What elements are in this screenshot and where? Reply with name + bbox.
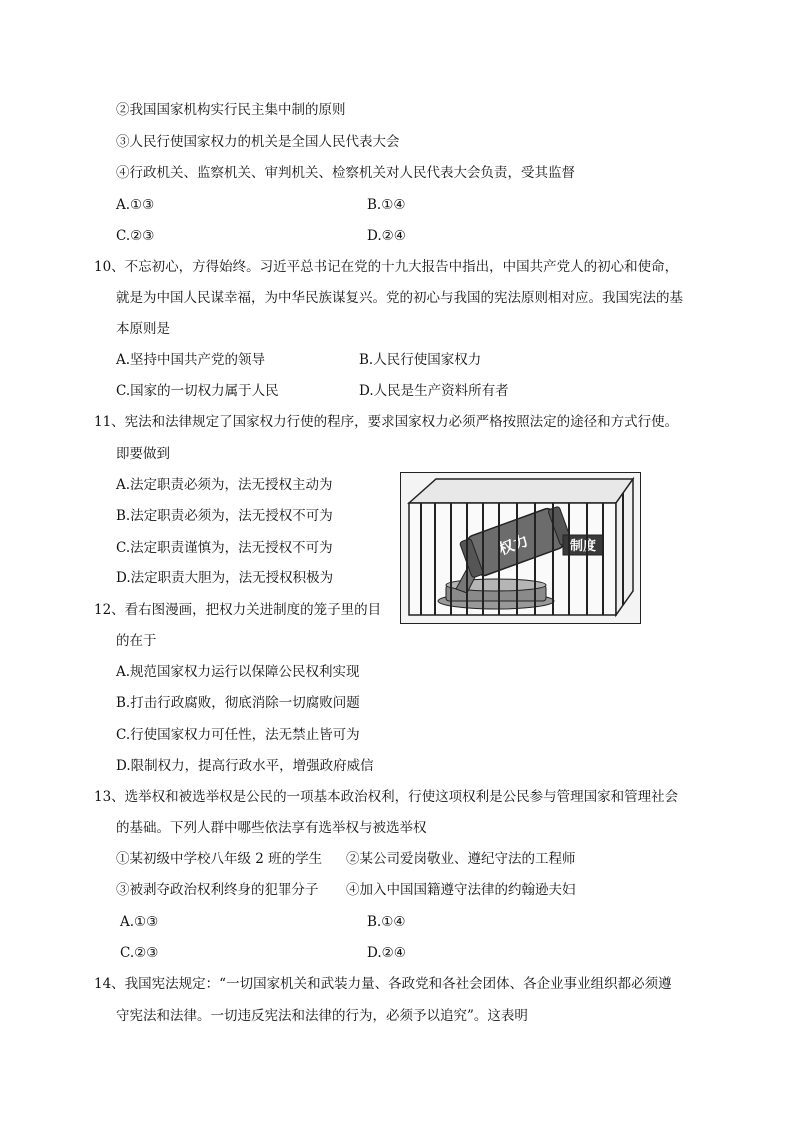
q10-stem-line-1: 10、不忘初心，方得始终。习近平总书记在党的十九大报告中指出，中国共产党人的初心和使命，	[94, 259, 679, 275]
q12-option-a: A.规范国家权力运行以保障公民权利实现	[116, 664, 360, 680]
q12-stem-line-2: 的在于	[116, 633, 157, 649]
q13-statement-2: ②某公司爱岗敬业、遵纪守法的工程师	[346, 851, 576, 867]
q9-statement-4: ④行政机关、监察机关、审判机关、检察机关对人民代表大会负责，受其监督	[116, 165, 575, 181]
q11-stem-line-2: 即要做到	[116, 446, 170, 462]
q9-option-b: B.①④	[367, 197, 406, 213]
q11-stem-line-1: 11、宪法和法律规定了国家权力行使的程序，要求国家权力必须严格按照法定的途径和方式行使。	[94, 414, 679, 430]
q13-statement-1: ①某初级中学校八年级 2 班的学生	[116, 851, 323, 867]
q11-option-c: C.法定职责谨慎为，法无授权不可为	[116, 540, 333, 556]
gavel-label: 权力	[496, 531, 531, 559]
q9-option-c: C.②③	[116, 228, 155, 244]
q10-option-d: D.人民是生产资料所有者	[359, 383, 509, 399]
q13-stem-line-2: 的基础。下列人群中哪些依法享有选举权与被选举权	[116, 820, 427, 836]
q13-option-c: C.②③	[120, 945, 159, 961]
q11-option-d: D.法定职责大胆为，法无授权积极为	[116, 570, 334, 586]
sign-label: 制度	[569, 539, 597, 554]
q10-option-c: C.国家的一切权力属于人民	[116, 383, 279, 399]
q11-option-b: B.法定职责必须为，法无授权不可为	[116, 508, 333, 524]
q9-option-d: D.②④	[367, 228, 406, 244]
q10-stem-line-2: 就是为中国人民谋幸福，为中华民族谋复兴。党的初心与我国的宪法原则相对应。我国宪法的基	[116, 290, 683, 306]
q9-statement-2: ②我国国家机构实行民主集中制的原则	[116, 102, 346, 118]
q14-stem-line-1: 14、我国宪法规定：“一切国家机关和武装力量、各政党和各社会团体、各企业事业组织都必须遵	[94, 976, 672, 992]
q13-stem-line-1: 13、选举权和被选举权是公民的一项基本政治权利，行使这项权利是公民参与管理国家和管理社会	[94, 789, 679, 805]
q10-stem-line-3: 本原则是	[116, 321, 170, 337]
q12-option-d: D.限制权力，提高行政水平，增强政府威信	[116, 758, 374, 774]
q13-option-a: A.①③	[120, 914, 159, 930]
q9-option-a: A.①③	[116, 197, 155, 213]
power-in-cage-cartoon	[400, 472, 641, 624]
q13-statement-3: ③被剥夺政治权利终身的犯罪分子	[116, 882, 319, 898]
q12-option-c: C.行使国家权力可任性，法无禁止皆可为	[116, 727, 360, 743]
q12-option-b: B.打击行政腐败，彻底消除一切腐败问题	[116, 695, 360, 711]
q10-option-a: A.坚持中国共产党的领导	[116, 352, 266, 368]
q11-option-a: A.法定职责必须为，法无授权主动为	[116, 477, 333, 493]
q12-stem-line-1: 12、看右图漫画，把权力关进制度的笼子里的目	[94, 602, 382, 618]
q13-option-b: B.①④	[367, 914, 406, 930]
q14-stem-line-2: 守宪法和法律。一切违反宪法和法律的行为，必须予以追究”。这表明	[116, 1008, 528, 1024]
q13-statement-4: ④加入中国国籍遵守法律的约翰逊夫妇	[346, 882, 576, 898]
q13-option-d: D.②④	[367, 945, 406, 961]
q10-option-b: B.人民行使国家权力	[359, 352, 482, 368]
q9-statement-3: ③人民行使国家权力的机关是全国人民代表大会	[116, 134, 400, 150]
